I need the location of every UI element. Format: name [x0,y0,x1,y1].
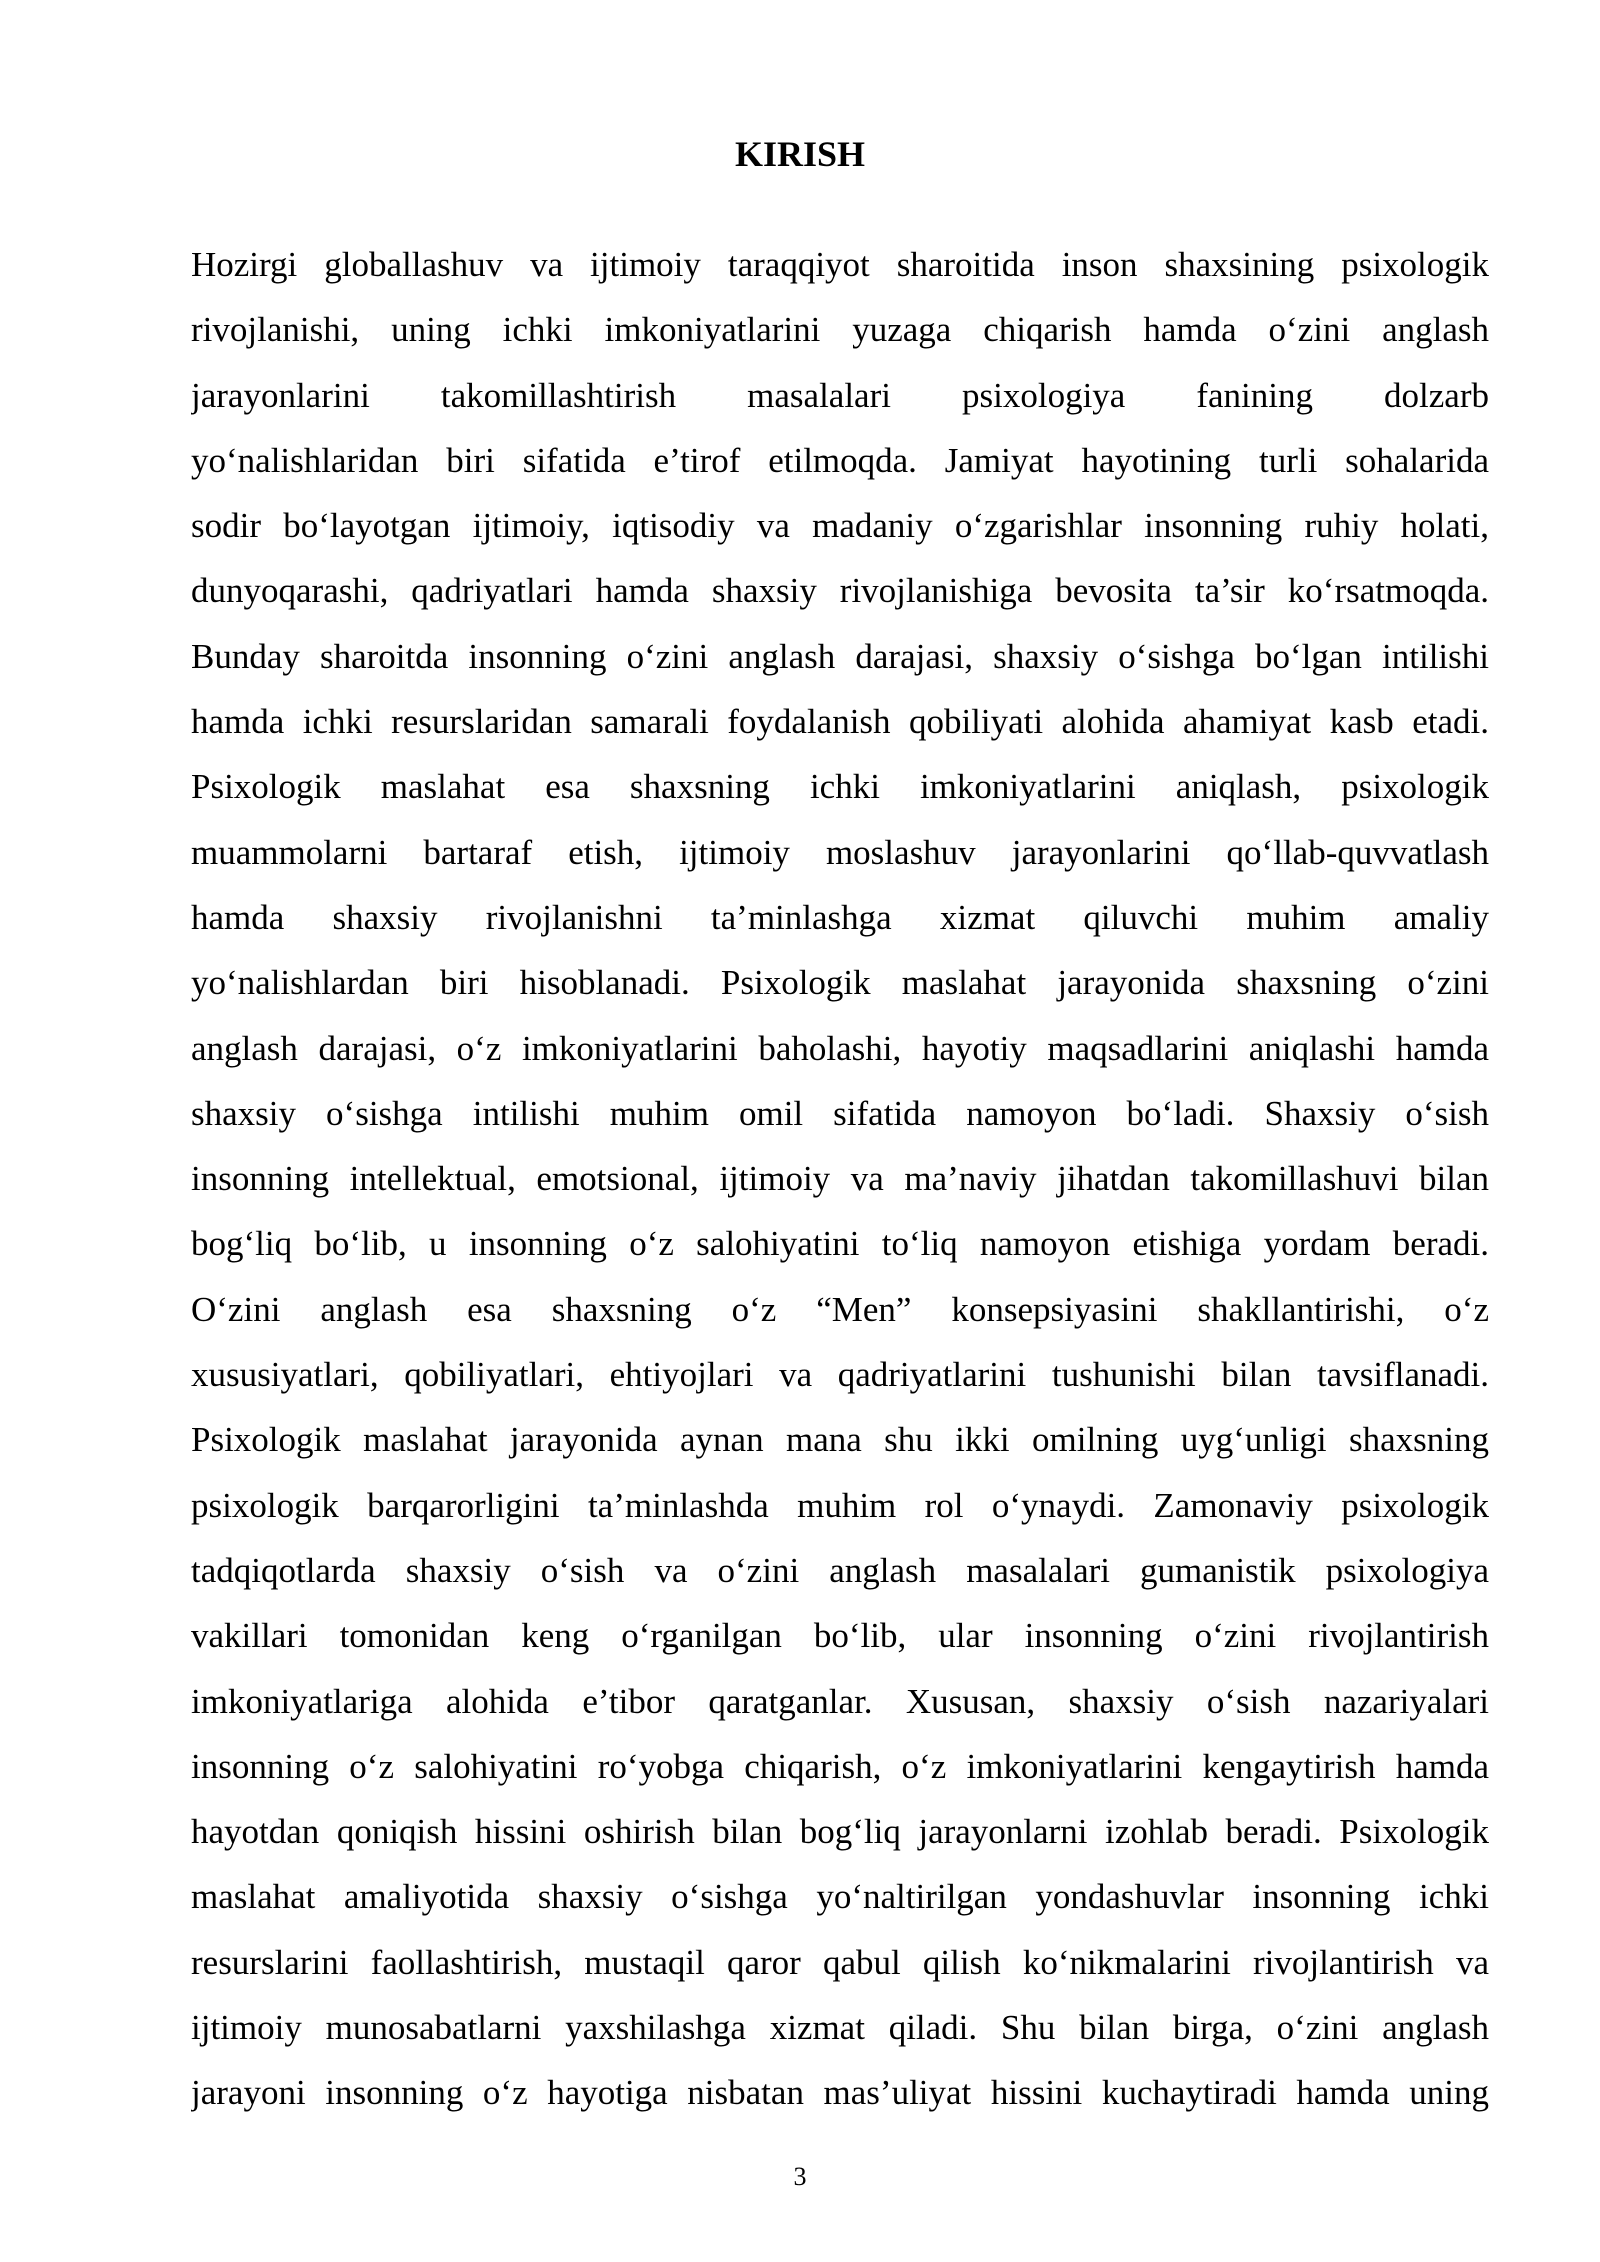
page-number: 3 [793,2162,807,2191]
text-line: insonning o‘z salohiyatini ro‘yobga chiqarish, o‘z imkoniyatlarini kengaytirish hamda [191,1746,1489,1786]
text-line: Psixologik maslahat jarayonida aynan mana shu ikki omilning uyg‘unligi shaxsning [191,1420,1489,1460]
text-line: rivojlanishi, uning ichki imkoniyatlarini yuzaga chiqarish hamda o‘zini anglash [191,310,1489,350]
text-line: dunyoqarashi, qadriyatlari hamda shaxsiy rivojlanishiga bevosita ta’sir ko‘rsatmoqda. [191,571,1489,611]
text-line: jarayoni insonning o‘z hayotiga nisbatan mas’uliyat hissini kuchaytiradi hamda uning [191,2073,1489,2113]
text-line: O‘zini anglash esa shaxsning o‘z “Men” konsepsiyasini shakllantirishi, o‘z [191,1289,1489,1329]
text-line: sodir bo‘layotgan ijtimoiy, iqtisodiy va madaniy o‘zgarishlar insonning ruhiy holati, [191,506,1489,546]
text-line: jarayonlarini takomillashtirish masalalari psixologiya fanining dolzarb [191,375,1489,415]
text-line: hamda ichki resurslaridan samarali foydalanish qobiliyati alohida ahamiyat kasb etadi. [191,702,1489,742]
text-line: Hozirgi globallashuv va ijtimoiy taraqqiyot sharoitida inson shaxsining psixologik [191,245,1489,284]
text-line: imkoniyatlariga alohida e’tibor qaratganlar. Xususan, shaxsiy o‘sish nazariyalari [191,1681,1489,1721]
body-paragraph [191,232,1489,2126]
text-line: vakillari tomonidan keng o‘rganilgan bo‘lib, ular insonning o‘zini rivojlantirish [191,1616,1489,1656]
text-line: tadqiqotlarda shaxsiy o‘sish va o‘zini anglash masalalari gumanistik psixologiya [191,1550,1489,1590]
text-line: muammolarni bartaraf etish, ijtimoiy moslashuv jarayonlarini qo‘llab-quvvatlash [191,832,1489,872]
text-line: yo‘nalishlardan biri hisoblanadi. Psixologik maslahat jarayonida shaxsning o‘zini [191,963,1489,1003]
text-line: maslahat amaliyotida shaxsiy o‘sishga yo‘naltirilgan yondashuvlar insonning ichki [191,1877,1489,1917]
text-line: Bunday sharoitda insonning o‘zini anglash darajasi, shaxsiy o‘sishga bo‘lgan intilishi [191,636,1489,676]
text-line: ijtimoiy munosabatlarni yaxshilashga xizmat qiladi. Shu bilan birga, o‘zini anglash [191,2008,1489,2048]
text-line: insonning intellektual, emotsional, ijtimoiy va ma’naviy jihatdan takomillashuvi bilan [191,1159,1489,1199]
text-line: hamda shaxsiy rivojlanishni ta’minlashga xizmat qiluvchi muhim amaliy [191,897,1489,937]
text-line: hayotdan qoniqish hissini oshirish bilan bog‘liq jarayonlarni izohlab beradi. Psixologik [191,1812,1489,1852]
text-line: anglash darajasi, o‘z imkoniyatlarini baholashi, hayotiy maqsadlarini aniqlashi hamda [191,1028,1489,1068]
text-line: Psixologik maslahat esa shaxsning ichki imkoniyatlarini aniqlash, psixologik [191,767,1489,807]
page-title: KIRISH [734,134,866,174]
text-line: xususiyatlari, qobiliyatlari, ehtiyojlari va qadriyatlarini tushunishi bilan tavsiflanadi. [191,1355,1489,1395]
text-line: psixologik barqarorligini ta’minlashda muhim rol o‘ynaydi. Zamonaviy psixologik [191,1485,1489,1525]
text-line: yo‘nalishlaridan biri sifatida e’tirof etilmoqda. Jamiyat hayotining turli sohalarida [191,440,1489,480]
text-line: resurslarini faollashtirish, mustaqil qaror qabul qilish ko‘nikmalarini rivojlantirish va [191,1942,1489,1982]
text-line: bog‘liq bo‘lib, u insonning o‘z salohiyatini to‘liq namoyon etishiga yordam beradi. [191,1224,1489,1264]
text-line: shaxsiy o‘sishga intilishi muhim omil sifatida namoyon bo‘ladi. Shaxsiy o‘sish [191,1093,1489,1133]
